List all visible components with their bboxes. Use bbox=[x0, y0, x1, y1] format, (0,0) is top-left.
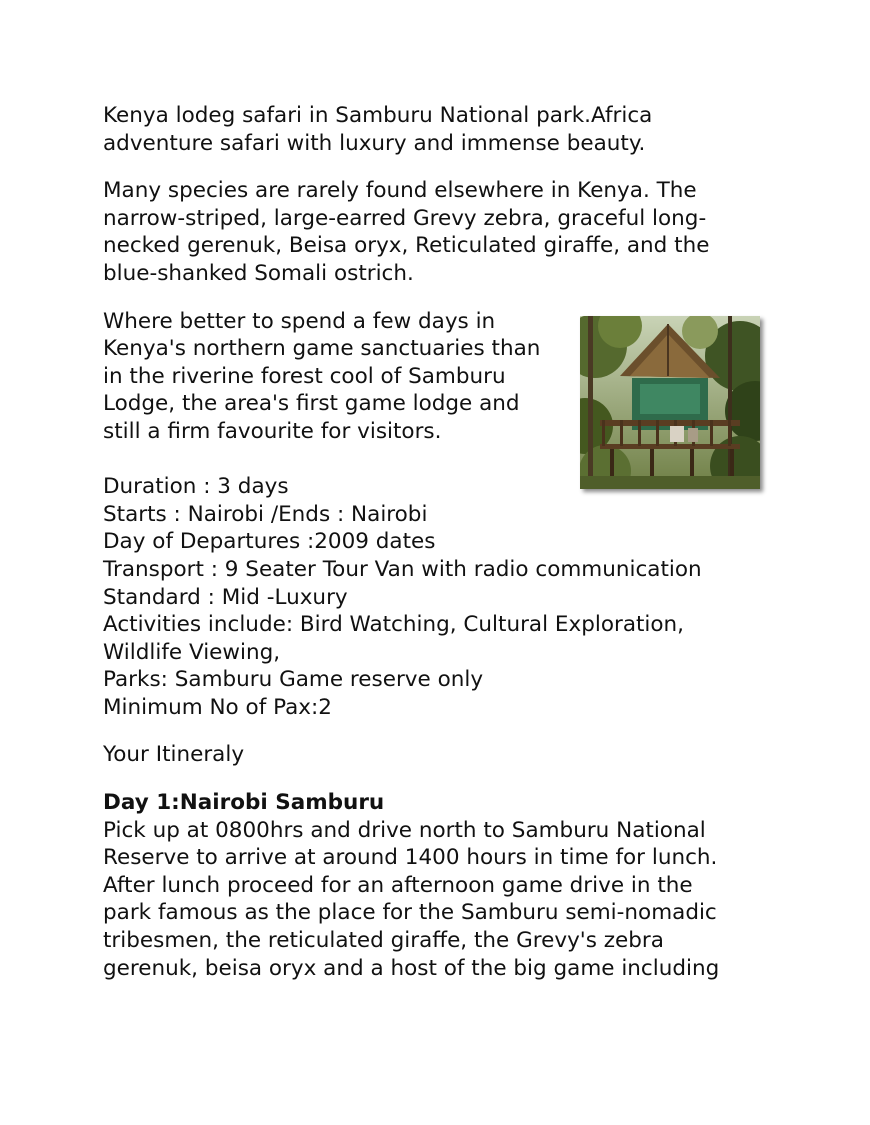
day1-line: After lunch proceed for an afternoon game drive in the bbox=[103, 872, 693, 898]
lodge-line: Where better to spend a few days in bbox=[103, 308, 496, 334]
document-page bbox=[103, 102, 783, 982]
species-line: narrow-striped, large-earred Grevy zebra, graceful long- bbox=[103, 205, 707, 231]
activities-text-continued: Wildlife Viewing, bbox=[103, 639, 281, 665]
intro-line: adventure safari with luxury and immense beauty. bbox=[103, 130, 646, 156]
day1-line: gerenuk, beisa oryx and a host of the big game including bbox=[103, 955, 720, 981]
starts-ends-text: Starts : Nairobi /Ends : Nairobi bbox=[103, 501, 428, 527]
parks-text: Parks: Samburu Game reserve only bbox=[103, 667, 484, 693]
species-paragraph bbox=[103, 177, 783, 287]
day1-line: park famous as the place for the Samburu semi-nomadic bbox=[103, 900, 717, 926]
day1-section bbox=[103, 789, 783, 982]
standard-text: Standard : Mid -Luxury bbox=[103, 584, 348, 610]
intro-paragraph bbox=[103, 102, 783, 157]
lodge-photo bbox=[580, 316, 760, 489]
lodge-line: Kenya's northern game sanctuaries than bbox=[103, 336, 541, 362]
activities-text: Activities include: Bird Watching, Cultural Exploration, bbox=[103, 612, 685, 638]
day1-heading: Day 1:Nairobi Samburu bbox=[103, 790, 385, 816]
day1-line: Pick up at 0800hrs and drive north to Samburu National bbox=[103, 817, 706, 843]
species-line: blue-shanked Somali ostrich. bbox=[103, 260, 414, 286]
lodge-line: Lodge, the area's first game lodge and bbox=[103, 391, 520, 417]
departures-text: Day of Departures :2009 dates bbox=[103, 529, 436, 555]
species-line: Many species are rarely found elsewhere in Kenya. The bbox=[103, 178, 697, 204]
intro-line: Kenya lodeg safari in Samburu National park.Africa bbox=[103, 103, 653, 128]
day1-line: Reserve to arrive at around 1400 hours in time for lunch. bbox=[103, 845, 718, 871]
min-pax-text: Minimum No of Pax:2 bbox=[103, 694, 332, 720]
day1-line: tribesmen, the reticulated giraffe, the Grevy's zebra bbox=[103, 928, 664, 954]
duration-text: Duration : 3 days bbox=[103, 474, 289, 500]
lodge-line: still a firm favourite for visitors. bbox=[103, 418, 442, 444]
species-line: necked gerenuk, Beisa oryx, Reticulated giraffe, and the bbox=[103, 233, 710, 259]
lodge-treehouse-illustration bbox=[580, 316, 760, 489]
itinerary-label-paragraph bbox=[103, 741, 783, 769]
itinerary-label: Your Itineraly bbox=[103, 742, 245, 768]
transport-text: Transport : 9 Seater Tour Van with radio communication bbox=[103, 556, 702, 582]
lodge-line: in the riverine forest cool of Samburu bbox=[103, 363, 506, 389]
